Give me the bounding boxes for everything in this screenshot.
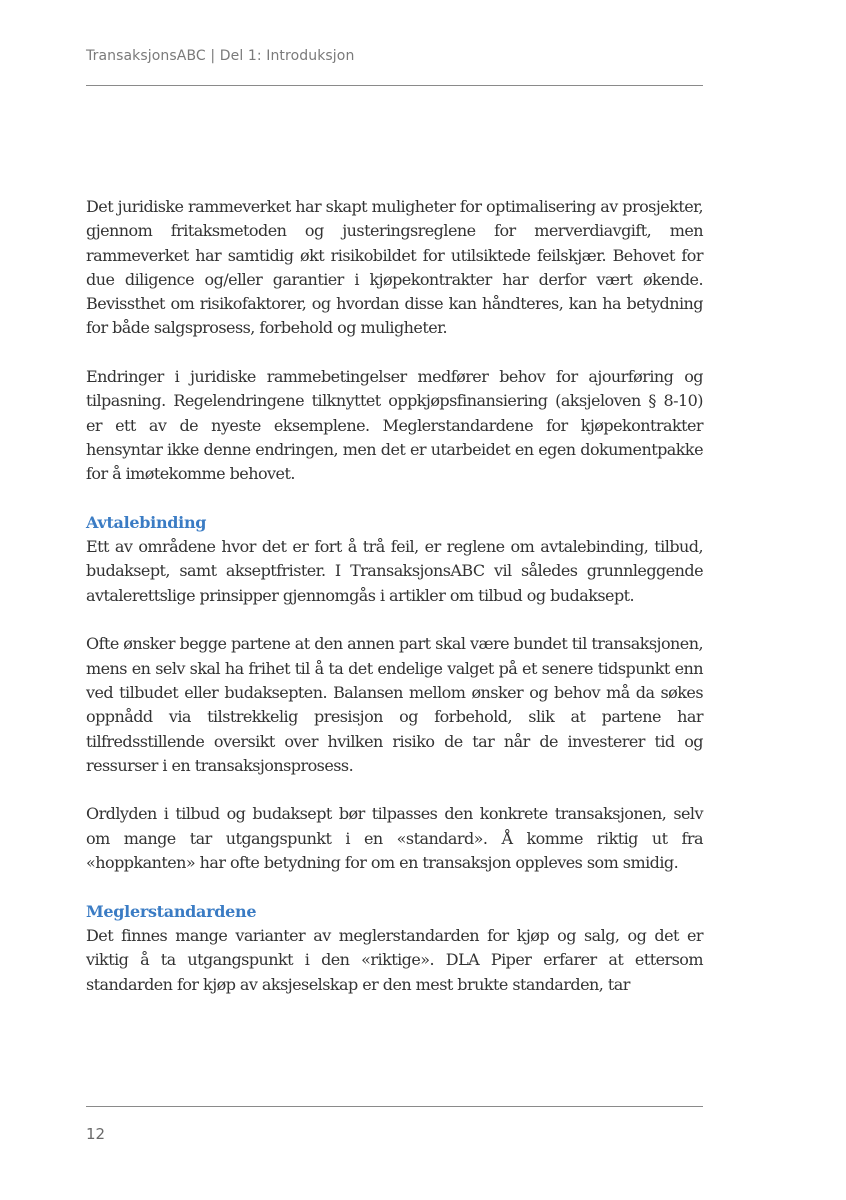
paragraph-avtalebinding-intro: Ett av områdene hvor det er fort å trå feil, er reglene om avtalebinding, tilbud, budaksept, samt akseptfrister. I TransaksjonsABC vil således grunnleggende avtalerettslige prinsipper gjennomgås i artikler om tilbud og budaksept. [86,537,703,605]
paragraph-legal-framework: Det juridiske rammeverket har skapt muligheter for optimalisering av prosjekter, gjennom fritaksmetoden og justeringsreglene for merverdiavgift, men rammeverket har samtidig økt risikobildet for utilsiktede feilskjær. Behovet for due diligence og/eller garantier i kjøpekontrakter har derfor vært økende. Bevissthet om risikofaktorer, og hvordan disse kan håndteres, kan ha betydning for både salgsprosess, forbehold og muligheter. [86,197,703,338]
paragraph-meglerstandardene: Det finnes mange varianter av meglerstandarden for kjøp og salg, og det er viktig å ta utgangspunkt i den «riktige». DLA Piper erfarer at ettersom standarden for kjøp av aksjeselskap er den mest brukte standarden, tar [86,925,703,994]
page-number: 12 [86,1125,106,1143]
running-header: TransaksjonsABC | Del 1: Introduksjon [86,48,355,64]
paragraph-regulatory-changes: Endringer i juridiske rammebetingelser medfører behov for ajourføring og tilpasning. Regelendringene tilknyttet oppkjøpsfinansiering (aksjeloven § 8-10) er ett av de nyeste eksemplene. Meglerstandardene for kjøpekontrakter hensyntar ikke denne endringen, men det er utarbeidet en egen dokumentpakke for å imøtekomme behovet. [86,367,703,484]
footer-divider [86,1106,703,1107]
paragraph-party-balance: Ofte ønsker begge partene at den annen part skal være bundet til transaksjonen, mens en selv skal ha frihet til å ta det endelige valget på et senere tidspunkt enn ved tilbudet eller budaksepten. Balansen mellom ønsker og behov må da søkes oppnådd via tilstrekkelig presisjon og forbehold, slik at partene har tilfredsstillende oversikt over hvilken risiko de tar når de investerer tid og ressurser i en transaksjonsprosess. [86,634,703,775]
header-divider [86,85,703,86]
main-content [86,195,703,1021]
section-heading-avtalebinding: Avtalebinding [86,512,207,532]
section-heading-meglerstandardene: Meglerstandardene [86,901,257,921]
paragraph-wording: Ordlyden i tilbud og budaksept bør tilpasses den konkrete transaksjonen, selv om mange tar utgangspunkt i en «standard». Å komme riktig ut fra «hoppkanten» har ofte betydning for om en transaksjon oppleves som smidig. [86,804,703,873]
